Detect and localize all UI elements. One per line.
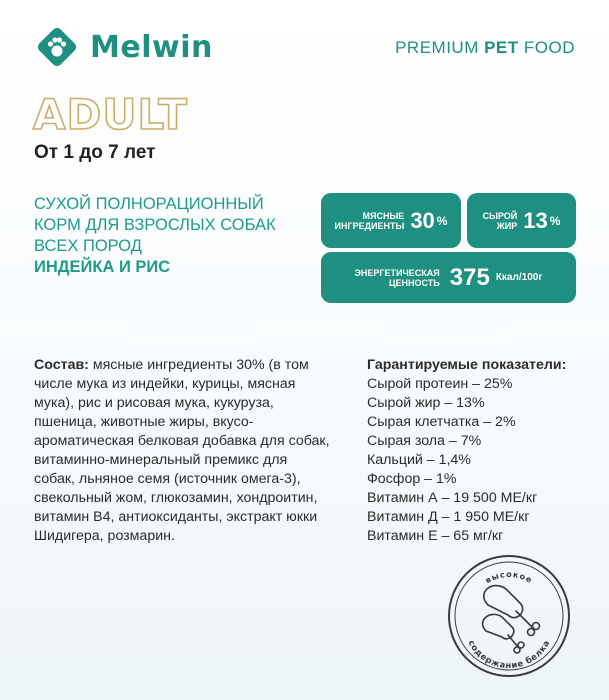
- high-protein-seal: [446, 553, 572, 679]
- energy-unit: Ккал/100г: [495, 272, 543, 283]
- meat-label-2: ИНГРЕДИЕНТЫ: [334, 220, 405, 231]
- fat-unit: %: [549, 213, 561, 228]
- energy-label-2: ЦЕННОСТЬ: [388, 277, 440, 288]
- brand-logo: [34, 24, 213, 70]
- seal-bottom-text: содержание белка: [465, 638, 553, 672]
- seal-top-text: высокое: [483, 569, 535, 586]
- brand-name: Melwin: [90, 29, 213, 65]
- tagline: [395, 38, 575, 58]
- composition-line: Шидигера, розмарин.: [34, 528, 175, 544]
- product-description: [34, 194, 314, 278]
- fat-badge: [467, 193, 576, 248]
- desc-line: ВСЕХ ПОРОД: [34, 237, 142, 255]
- meat-label-1: МЯСНЫЕ: [362, 210, 405, 221]
- meat-badge: [321, 193, 461, 248]
- meat-value: 30: [410, 207, 435, 233]
- guaranteed-item: Фосфор – 1%: [367, 471, 457, 487]
- composition-text: мясные ингредиенты 30% (в том: [88, 357, 309, 373]
- guaranteed-item: Сырая клетчатка – 2%: [367, 414, 516, 430]
- guaranteed-item: Витамин А – 19 500 МЕ/кг: [367, 490, 538, 506]
- composition-line: свекольный жом, глюкозамин, хондроитин,: [34, 490, 318, 506]
- paw-diamond-icon: [34, 24, 80, 70]
- meat-unit: %: [436, 213, 448, 228]
- composition-line: числе мука из индейки, курицы, мясная: [34, 376, 296, 392]
- product-title: ADULT: [33, 90, 188, 139]
- tagline-part2: PET: [484, 38, 519, 57]
- guaranteed-analysis: [367, 356, 587, 546]
- guaranteed-heading: Гарантируемые показатели:: [367, 357, 567, 373]
- desc-line: КОРМ ДЛЯ ВЗРОСЛЫХ СОБАК: [34, 216, 276, 234]
- fat-badge-label: [483, 211, 518, 231]
- energy-badge-label: [355, 268, 440, 288]
- fat-label-1: СЫРОЙ: [482, 210, 518, 221]
- flavor: ИНДЕЙКА И РИС: [34, 258, 171, 276]
- tagline-part1: PREMIUM: [395, 38, 485, 57]
- energy-value: 375: [449, 263, 490, 291]
- composition-line: собак, льняное семя (источник омега-3),: [34, 471, 301, 487]
- composition-line: пшеница, животные жиры, вкусо-: [34, 414, 254, 430]
- guaranteed-item: Сырая зола – 7%: [367, 433, 482, 449]
- composition-line: ароматическая белковая добавка для собак,: [34, 433, 330, 449]
- energy-badge: [321, 252, 576, 303]
- energy-label-1: ЭНЕРГЕТИЧЕСКАЯ: [354, 267, 440, 278]
- composition-heading: Состав:: [34, 357, 89, 373]
- guaranteed-item: Кальций – 1,4%: [367, 452, 471, 468]
- guaranteed-item: Сырой протеин – 25%: [367, 376, 513, 392]
- fat-label-2: ЖИР: [496, 220, 518, 231]
- guaranteed-item: Сырой жир – 13%: [367, 395, 485, 411]
- composition-line: [34, 356, 356, 375]
- age-range: От 1 до 7 лет: [34, 142, 156, 163]
- composition: [34, 356, 356, 546]
- guaranteed-item: Витамин Д – 1 950 МЕ/кг: [367, 509, 530, 525]
- drumstick-icon: [483, 586, 540, 653]
- tagline-part3: FOOD: [518, 38, 575, 57]
- desc-line: СУХОЙ ПОЛНОРАЦИОННЫЙ: [34, 195, 264, 213]
- meat-badge-label: [335, 211, 405, 231]
- composition-line: мука), рис и рисовая мука, кукуруза,: [34, 395, 274, 411]
- composition-line: витаминно-минеральный премикс для: [34, 452, 288, 468]
- guaranteed-item: Витамин Е – 65 мг/кг: [367, 528, 504, 544]
- fat-value: 13: [523, 207, 548, 233]
- composition-line: витамин B4, антиоксиданты, экстракт юкки: [34, 509, 318, 525]
